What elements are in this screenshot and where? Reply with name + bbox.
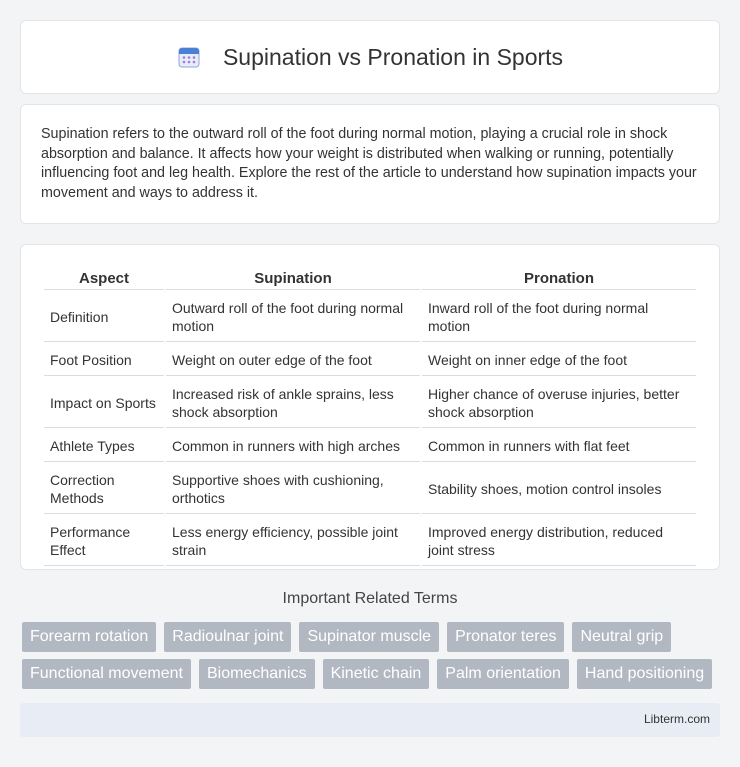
table-row bbox=[44, 344, 696, 376]
page-title: Supination vs Pronation in Sports bbox=[222, 43, 564, 70]
table-row bbox=[44, 430, 696, 462]
header-card bbox=[20, 20, 720, 94]
related-term-tag[interactable]: Radioulnar joint bbox=[164, 622, 291, 652]
header-supination: Supination bbox=[166, 267, 420, 290]
aspect-cell: Correction Methods bbox=[44, 464, 164, 514]
aspect-cell: Foot Position bbox=[44, 344, 164, 376]
related-term-tag[interactable]: Supinator muscle bbox=[299, 622, 439, 652]
aspect-cell: Performance Effect bbox=[44, 516, 164, 566]
pronation-cell: Improved energy distribution, reduced joint stress bbox=[422, 516, 696, 566]
table-row bbox=[44, 464, 696, 514]
pronation-cell: Weight on inner edge of the foot bbox=[422, 344, 696, 376]
aspect-cell: Athlete Types bbox=[44, 430, 164, 462]
table-row bbox=[44, 516, 696, 566]
intro-text: Supination refers to the outward roll of the foot during normal motion, playing a crucial role in shock absorption and balance. It affects how your weight is distributed when walking or running, potentially influencing foot and leg health. Explore the rest of the article to understand how supination impacts your movement and ways to address it. bbox=[41, 126, 697, 201]
calendar-icon bbox=[177, 45, 201, 69]
aspect-cell: Definition bbox=[44, 292, 164, 342]
footer bbox=[20, 703, 720, 737]
table-row bbox=[44, 378, 696, 428]
supination-cell: Supportive shoes with cushioning, orthotics bbox=[166, 464, 420, 514]
pronation-cell: Inward roll of the foot during normal motion bbox=[422, 292, 696, 342]
supination-cell: Less energy efficiency, possible joint strain bbox=[166, 516, 420, 566]
table-row bbox=[44, 292, 696, 342]
related-term-tag[interactable]: Palm orientation bbox=[437, 659, 569, 689]
intro-card bbox=[20, 104, 720, 224]
footer-site-link[interactable]: Libterm.com bbox=[643, 712, 710, 726]
aspect-cell: Impact on Sports bbox=[44, 378, 164, 428]
pronation-cell: Common in runners with flat feet bbox=[422, 430, 696, 462]
related-term-tag[interactable]: Neutral grip bbox=[572, 622, 671, 652]
related-term-tag[interactable]: Pronator teres bbox=[447, 622, 564, 652]
supination-cell: Weight on outer edge of the foot bbox=[166, 344, 420, 376]
related-terms-list bbox=[22, 622, 722, 689]
related-term-tag[interactable]: Biomechanics bbox=[199, 659, 315, 689]
supination-cell: Outward roll of the foot during normal motion bbox=[166, 292, 420, 342]
table-header-row bbox=[44, 267, 696, 290]
pronation-cell: Stability shoes, motion control insoles bbox=[422, 464, 696, 514]
comparison-card bbox=[20, 244, 720, 570]
supination-cell: Increased risk of ankle sprains, less shock absorption bbox=[166, 378, 420, 428]
header bbox=[177, 44, 563, 71]
related-term-tag[interactable]: Hand positioning bbox=[577, 659, 712, 689]
related-term-tag[interactable]: Functional movement bbox=[22, 659, 191, 689]
header-aspect: Aspect bbox=[44, 267, 164, 290]
related-term-tag[interactable]: Forearm rotation bbox=[22, 622, 156, 652]
comparison-table bbox=[42, 265, 698, 568]
related-term-tag[interactable]: Kinetic chain bbox=[323, 659, 430, 689]
header-pronation: Pronation bbox=[422, 267, 696, 290]
supination-cell: Common in runners with high arches bbox=[166, 430, 420, 462]
pronation-cell: Higher chance of overuse injuries, better shock absorption bbox=[422, 378, 696, 428]
related-terms-title: Important Related Terms bbox=[282, 590, 458, 607]
